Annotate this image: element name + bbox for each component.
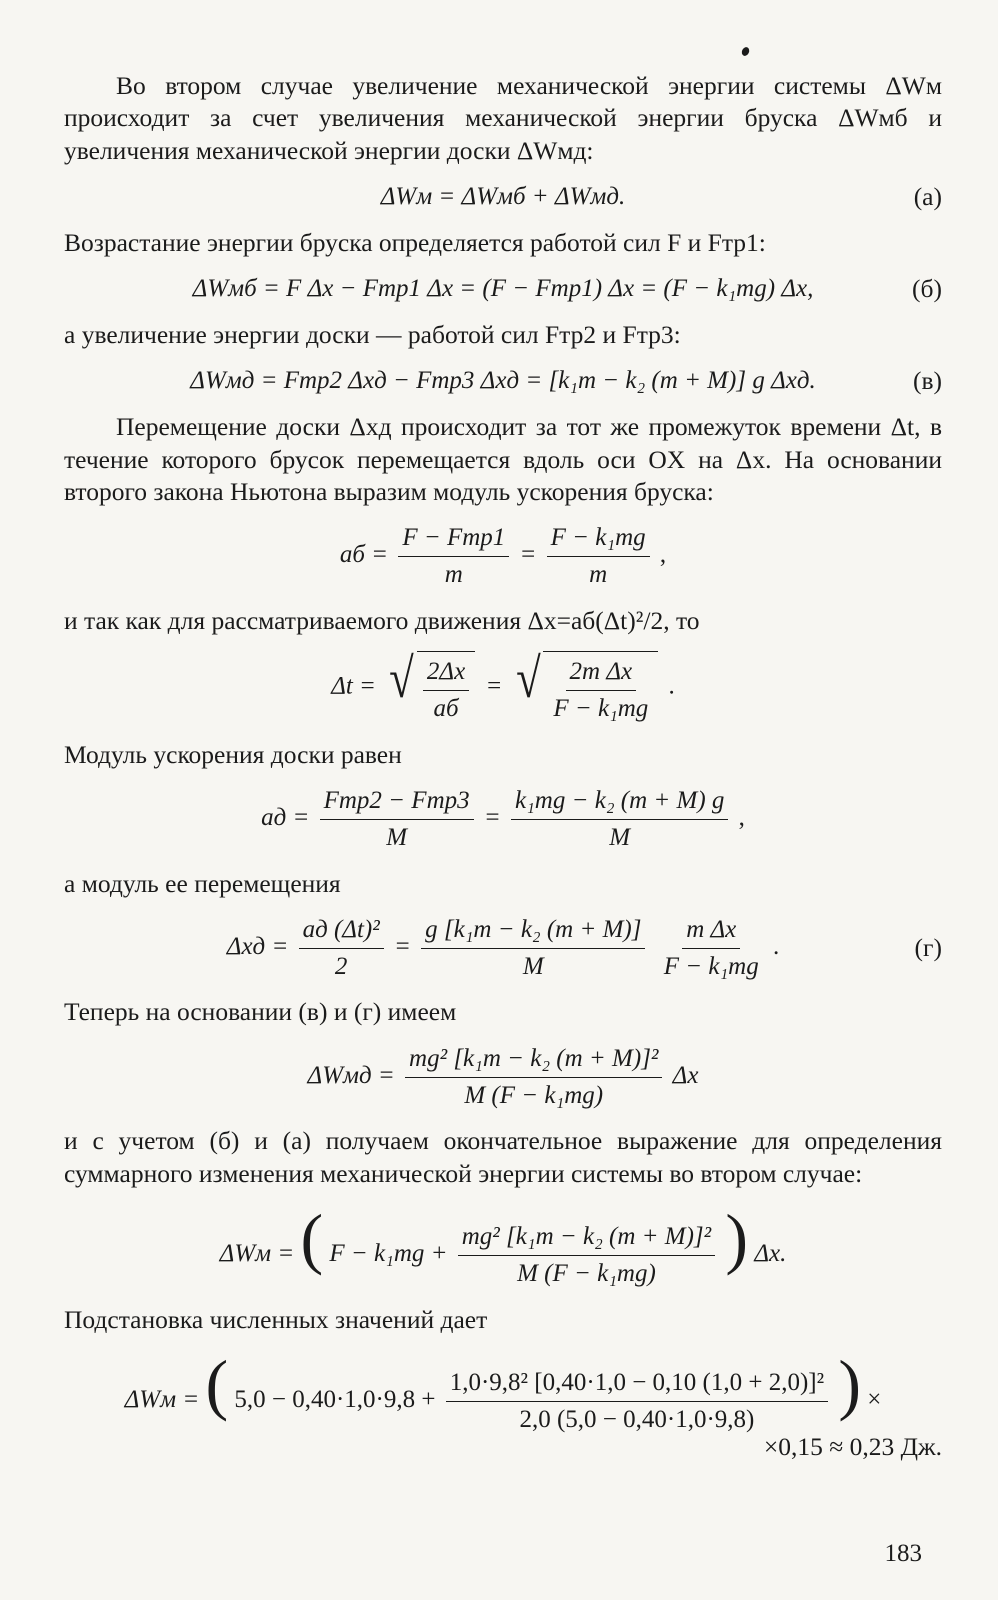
punctuation: . [668,672,675,700]
punctuation: . [772,932,780,960]
equation-v-body: ΔWмд = Fтр2 Δxд − Fтр3 Δxд = [k₁m − k₂ (m + M)] g Δxд. [190,367,816,395]
denominator: m [444,561,463,588]
denominator: M (F − k₁mg) [517,1259,656,1287]
equation-num-continuation: ×0,15 ≈ 0,23 Дж. [763,1432,942,1462]
equation-dt-lhs: Δt = [331,672,376,700]
numerator: F − Fтр1 [398,522,509,557]
sqrt-1 [386,648,475,725]
radical-sign: √ [389,648,414,711]
equation-g [64,914,942,983]
denominator: aб [433,694,459,722]
equation-ab [64,522,942,591]
radical-sign: √ [515,648,541,711]
page-body [64,70,942,1464]
punctuation: , [738,803,745,831]
fraction-11 [458,1221,715,1290]
numerator: mg² [k₁m − k₂ (m + M)]² [405,1043,662,1078]
paragraph-5: и так как для рассматриваемого движения Δx=aб(Δt)²/2, то [64,605,700,635]
equation-a [64,181,942,213]
equals-sign: = [485,672,503,700]
equation-b [64,273,942,305]
denominator: 2,0 (5,0 − 0,40·1,0·9,8) [519,1405,755,1433]
equation-v [64,365,942,397]
equation-wm [64,1200,942,1290]
right-paren: ) [838,1345,862,1422]
paragraph-1: Во втором случае увеличение механической энергии системы ΔWм происходит за счет увеличения механической энергии бруска ΔWмб и увеличения механической энергии доски ΔWмд: [64,71,942,165]
equation-g-label: (г) [914,932,942,962]
denominator: m [589,561,608,588]
fraction-1 [398,522,509,591]
denominator: M [386,823,408,851]
equation-ad-lhs: aд = [261,803,310,831]
sqrt-2 [513,648,659,725]
numerator: k₁mg − k₂ (m + M) g [511,785,728,820]
numerator: aд (Δt)² [299,914,384,949]
denominator: 2 [334,952,348,980]
equation-wm-lhs: ΔWм = [219,1240,295,1267]
right-paren: ) [725,1200,749,1276]
equation-g-lhs: Δxд = [226,932,289,960]
fraction-10 [405,1043,662,1112]
paragraph-6: Модуль ускорения доски равен [64,739,402,769]
equals-sign: = [394,932,411,960]
numerator: g [k₁m − k₂ (m + M)] [421,914,645,949]
paragraph-2: Возрастание энергии бруска определяется работой сил F и Fтр1: [64,227,766,257]
fraction-9 [660,914,763,983]
equation-tail: Δx. [754,1240,787,1267]
equation-a-body: ΔWм = ΔWмб + ΔWмд. [380,183,626,211]
numerator: 2m Δx [566,656,637,691]
page-number: 183 [884,1540,922,1567]
ink-speck [740,46,750,57]
punctuation: , [659,541,667,569]
paragraph-9: и с учетом (б) и (а) получаем окончательное выражение для определения суммарного изменения механической энергии системы во втором случае: [64,1126,942,1188]
paragraph-4: Перемещение доски Δxд происходит за тот же промежуток времени Δt, в течение которого брусок перемещается вдоль оси OX на Δx. На основании второго закона Ньютона выразим модуль ускорения бруска: [64,412,942,506]
fraction-5 [320,785,474,854]
equation-ad [64,785,942,854]
times-sign: × [867,1385,882,1413]
paragraph-3: а увеличение энергии доски — работой сил Fтр2 и Fтр3: [64,320,681,349]
equals-sign: = [519,541,537,569]
equation-dt [64,648,942,725]
fraction-6 [511,785,728,854]
fraction-12 [446,1367,828,1436]
equation-num-pre: 5,0 − 0,40·1,0·9,8 + [234,1385,436,1413]
equation-wmd [64,1043,942,1112]
paragraph-8: Теперь на основании (в) и (г) имеем [64,997,457,1027]
fraction-7 [299,914,384,983]
denominator: M (F − k₁mg) [464,1081,604,1109]
left-paren: ( [205,1345,229,1422]
numerator: m Δx [682,914,740,949]
equation-v-label: (в) [912,366,942,396]
left-paren: ( [300,1200,324,1276]
fraction-8 [421,914,645,983]
denominator: F − k₁mg [553,694,649,722]
equals-sign: = [483,803,501,831]
equation-tail: Δx [672,1061,699,1089]
numerator: F − k₁mg [547,522,650,557]
equation-ab-lhs: aб = [339,541,389,569]
equation-num-lhs: ΔWм = [124,1385,200,1413]
equation-a-label: (а) [913,181,942,211]
numerator: 2Δx [423,656,469,691]
paragraph-7: а модуль ее перемещения [64,868,341,898]
denominator: M [522,952,544,980]
equation-wmd-lhs: ΔWмд = [307,1061,395,1089]
equation-b-body: ΔWмб = F Δx − Fтр1 Δx = (F − Fтр1) Δx = (F − k₁mg) Δx, [192,275,814,303]
fraction-3 [423,656,469,725]
equation-num [64,1345,942,1436]
paragraph-10: Подстановка численных значений дает [64,1304,488,1334]
numerator: 1,0·9,8² [0,40·1,0 − 0,10 (1,0 + 2,0)]² [446,1367,828,1402]
denominator: M [609,823,631,851]
denominator: F − k₁mg [663,952,759,980]
numerator: mg² [k₁m − k₂ (m + M)]² [458,1221,715,1256]
fraction-4 [549,656,652,725]
equation-wm-pre: F − k₁mg + [329,1240,448,1267]
fraction-2 [547,522,650,591]
numerator: Fтр2 − Fтр3 [320,785,474,820]
equation-b-label: (б) [912,273,942,303]
